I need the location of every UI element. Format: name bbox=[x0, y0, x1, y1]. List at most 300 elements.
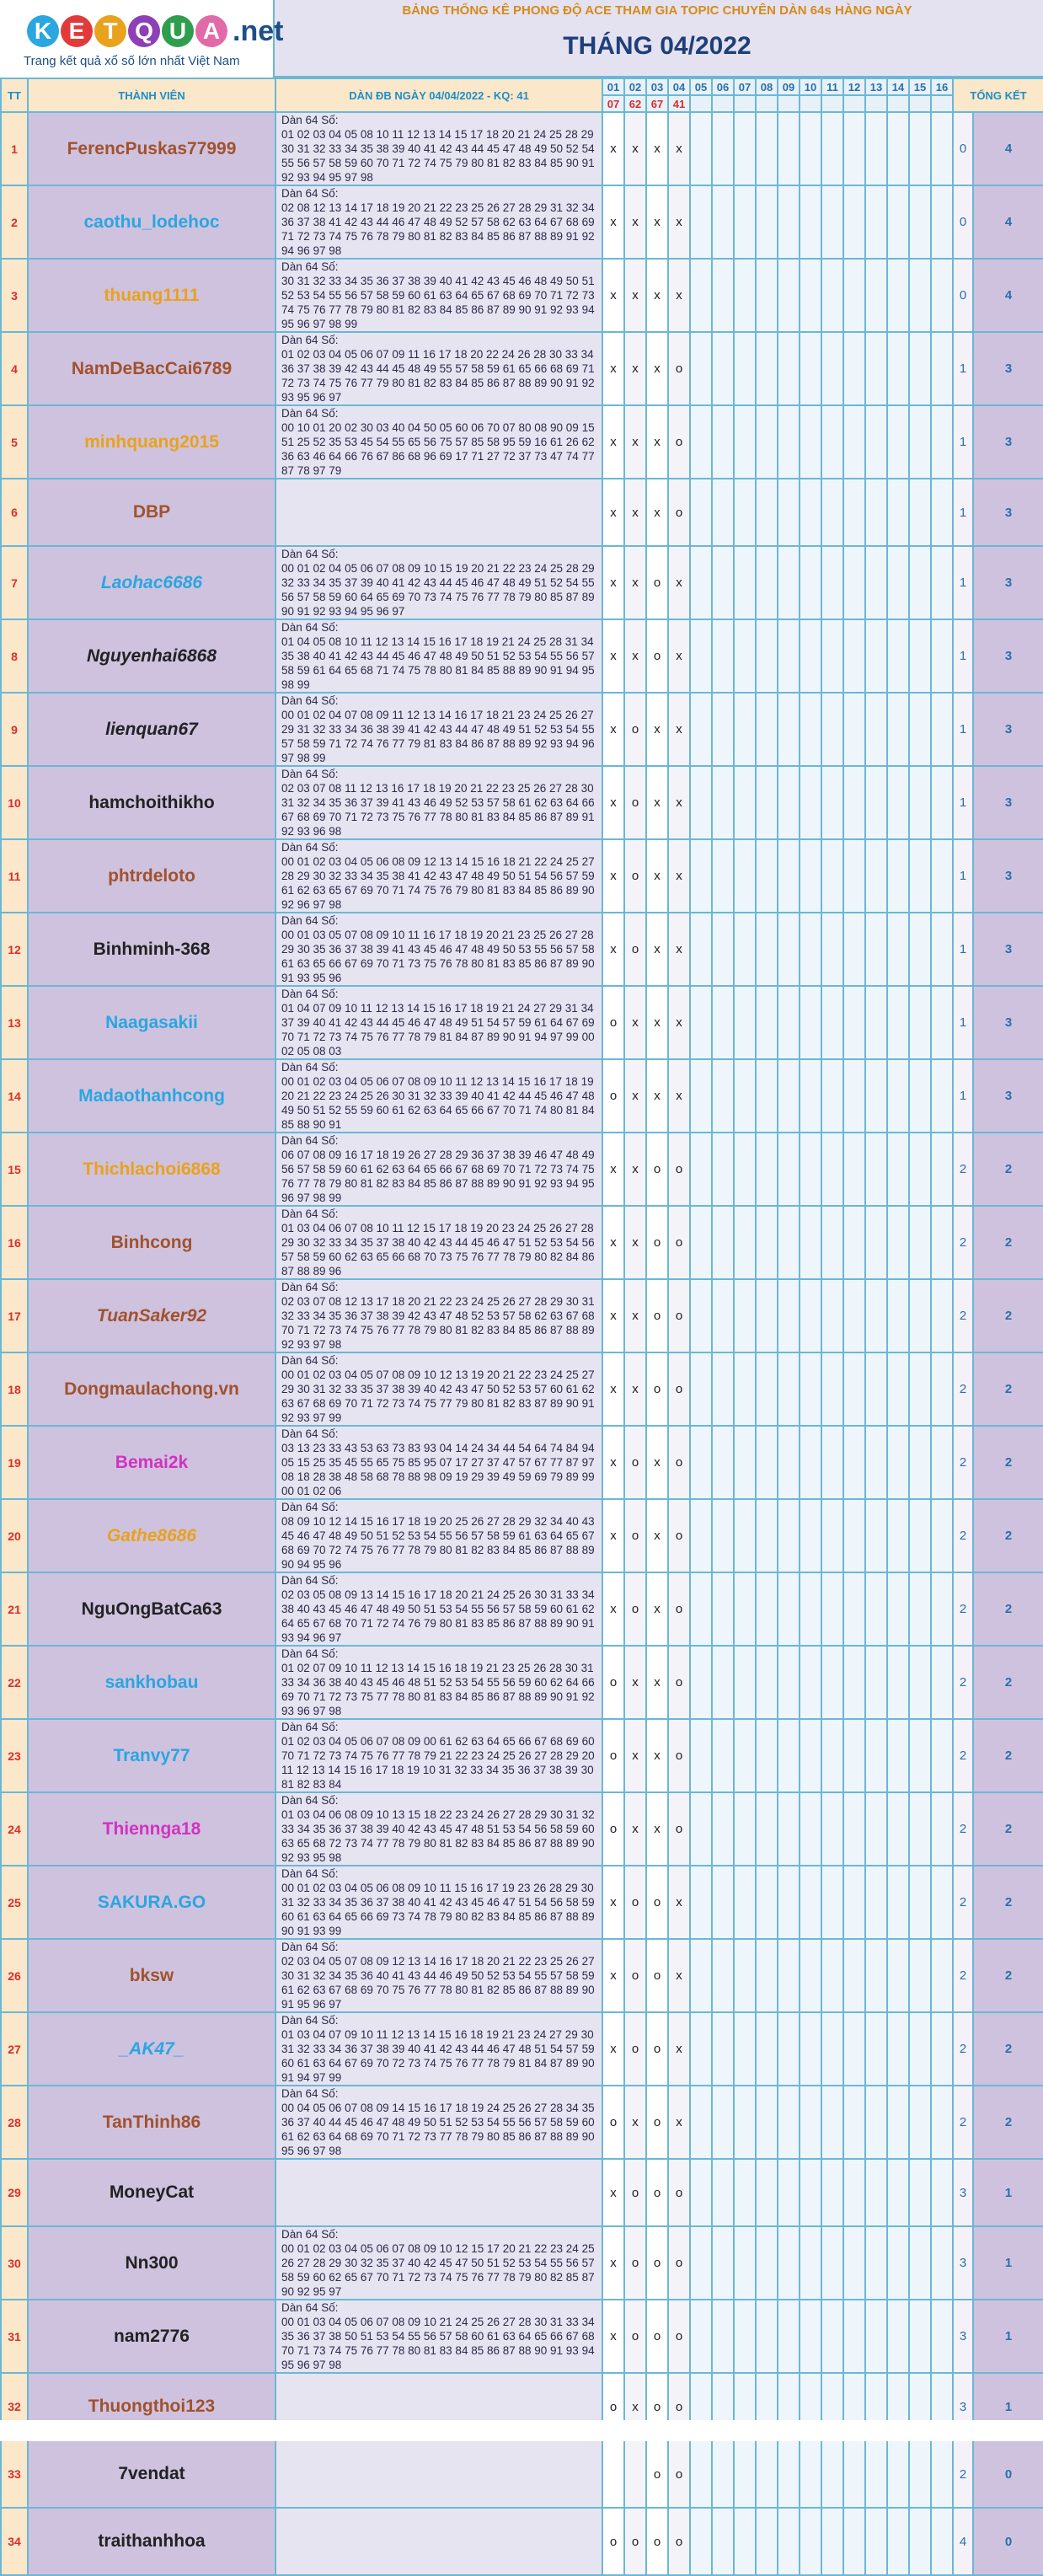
day-mark: x bbox=[624, 259, 646, 332]
day-empty bbox=[909, 332, 931, 405]
result-value: 41 bbox=[668, 95, 690, 112]
row-number: 18 bbox=[1, 1352, 28, 1426]
day-empty bbox=[865, 259, 887, 332]
hit-count: 4 bbox=[973, 185, 1043, 259]
day-empty bbox=[909, 1352, 931, 1426]
day-empty bbox=[778, 1059, 800, 1133]
day-empty bbox=[865, 479, 887, 546]
member-name[interactable]: MoneyCat bbox=[28, 2159, 275, 2226]
day-empty bbox=[909, 766, 931, 839]
day-empty bbox=[843, 1426, 865, 1499]
day-empty bbox=[800, 2086, 821, 2159]
day-empty bbox=[887, 1133, 909, 1206]
miss-count: 3 bbox=[953, 2226, 973, 2300]
day-empty bbox=[734, 2508, 756, 2575]
day-empty bbox=[909, 546, 931, 619]
day-empty bbox=[690, 2300, 712, 2373]
day-empty bbox=[931, 2012, 953, 2086]
day-empty bbox=[887, 2508, 909, 2575]
day-empty bbox=[887, 1719, 909, 1792]
day-mark bbox=[602, 2440, 624, 2508]
day-empty bbox=[909, 1866, 931, 1939]
day-empty bbox=[734, 2012, 756, 2086]
day-mark: o bbox=[624, 1572, 646, 1646]
hit-count: 3 bbox=[973, 839, 1043, 913]
member-name[interactable]: NamDeBacCai6789 bbox=[28, 332, 275, 405]
day-empty bbox=[690, 1792, 712, 1866]
day-empty bbox=[843, 2440, 865, 2508]
member-name[interactable]: TanThinh86 bbox=[28, 2086, 275, 2159]
member-name[interactable]: SAKURA.GO bbox=[28, 1866, 275, 1939]
dan-numbers: Dàn 64 Số: 00 01 02 03 04 05 06 07 08 09 10 12 15 17 20 21 22 23 24 25 26 27 28 29 30 32 35 37 40 42 45 47 50 51 52 53 54 55 56 57 58 59 60 62 65 67 70 71 72 73 74 75 76 77 78 79 80 82 85 87 90 92 95 97 bbox=[275, 2226, 602, 2300]
row-number: 8 bbox=[1, 619, 28, 693]
day-empty bbox=[756, 1133, 778, 1206]
member-name[interactable]: traithanhhoa bbox=[28, 2508, 275, 2575]
day-mark: x bbox=[624, 479, 646, 546]
hit-count: 2 bbox=[973, 1279, 1043, 1352]
day-mark: x bbox=[602, 2300, 624, 2373]
result-empty bbox=[778, 95, 800, 112]
member-name[interactable]: Nn300 bbox=[28, 2226, 275, 2300]
day-empty bbox=[712, 2440, 734, 2508]
day-empty bbox=[821, 1279, 843, 1352]
row-number: 12 bbox=[1, 913, 28, 986]
day-empty bbox=[931, 1866, 953, 1939]
day-empty bbox=[843, 2159, 865, 2226]
day-mark: x bbox=[668, 2012, 690, 2086]
member-name[interactable]: caothu_lodehoc bbox=[28, 185, 275, 259]
day-empty bbox=[690, 2159, 712, 2226]
hit-count: 3 bbox=[973, 1059, 1043, 1133]
day-empty bbox=[821, 2440, 843, 2508]
day-mark: o bbox=[668, 1792, 690, 1866]
miss-count: 2 bbox=[953, 1719, 973, 1792]
day-empty bbox=[712, 1719, 734, 1792]
day-empty bbox=[712, 2300, 734, 2373]
miss-count: 2 bbox=[953, 1939, 973, 2012]
day-empty bbox=[778, 1939, 800, 2012]
day-empty bbox=[800, 1059, 821, 1133]
day-mark: o bbox=[668, 332, 690, 405]
day-empty bbox=[821, 479, 843, 546]
day-empty bbox=[734, 619, 756, 693]
hit-count: 1 bbox=[973, 2300, 1043, 2373]
day-header: 11 bbox=[821, 78, 843, 95]
member-row bbox=[1, 2086, 1043, 2159]
member-row bbox=[1, 1426, 1043, 1499]
day-mark: o bbox=[646, 2440, 668, 2508]
day-empty bbox=[734, 1499, 756, 1572]
member-name[interactable]: DBP bbox=[28, 479, 275, 546]
day-empty bbox=[734, 405, 756, 479]
day-empty bbox=[690, 1646, 712, 1719]
member-name[interactable]: hamchoithikho bbox=[28, 766, 275, 839]
day-empty bbox=[712, 693, 734, 766]
miss-count: 1 bbox=[953, 913, 973, 986]
member-name[interactable]: nam2776 bbox=[28, 2300, 275, 2373]
day-mark: x bbox=[602, 1426, 624, 1499]
day-empty bbox=[712, 1939, 734, 2012]
day-mark: o bbox=[668, 2508, 690, 2575]
member-name[interactable]: NguOngBatCa63 bbox=[28, 1572, 275, 1646]
hit-count: 0 bbox=[973, 2508, 1043, 2575]
row-number: 6 bbox=[1, 479, 28, 546]
member-name[interactable]: sankhobau bbox=[28, 1646, 275, 1719]
day-empty bbox=[778, 112, 800, 185]
dan-numbers: Dàn 64 Số: 01 02 03 04 05 06 07 08 09 00 61 62 63 64 65 66 67 68 69 60 70 71 72 73 74 75 76 77 78 79 21 22 23 24 25 26 27 28 29 20 11 12 13 14 15 16 17 18 19 10 31 32 33 34 35 36 37 38 39 30 81 82 83 84 bbox=[275, 1719, 602, 1792]
member-name[interactable]: Madaothanhcong bbox=[28, 1059, 275, 1133]
day-mark: o bbox=[668, 2300, 690, 2373]
dan-numbers bbox=[275, 2508, 602, 2575]
day-empty bbox=[865, 766, 887, 839]
day-mark: o bbox=[624, 1866, 646, 1939]
member-name[interactable]: TuanSaker92 bbox=[28, 1279, 275, 1352]
day-empty bbox=[865, 1352, 887, 1426]
day-mark: x bbox=[624, 1133, 646, 1206]
day-empty bbox=[821, 1646, 843, 1719]
day-empty bbox=[690, 405, 712, 479]
member-name[interactable]: lienquan67 bbox=[28, 693, 275, 766]
result-empty bbox=[690, 95, 712, 112]
day-empty bbox=[778, 1426, 800, 1499]
day-mark: x bbox=[624, 2373, 646, 2440]
day-empty bbox=[778, 479, 800, 546]
day-empty bbox=[843, 1499, 865, 1572]
day-empty bbox=[800, 1206, 821, 1279]
day-empty bbox=[821, 2159, 843, 2226]
day-empty bbox=[843, 2086, 865, 2159]
day-mark: x bbox=[624, 1719, 646, 1792]
day-empty bbox=[800, 1352, 821, 1426]
day-empty bbox=[887, 913, 909, 986]
day-empty bbox=[931, 839, 953, 913]
day-mark: o bbox=[646, 1352, 668, 1426]
miss-count: 2 bbox=[953, 1499, 973, 1572]
member-name[interactable]: bksw bbox=[28, 1939, 275, 2012]
dan-numbers: Dàn 64 Số: 30 31 32 33 34 35 36 37 38 39 40 41 42 43 45 46 48 49 50 51 52 53 54 55 56 57 58 59 60 61 63 64 65 67 68 69 70 71 72 73 74 75 76 77 78 79 80 81 82 83 84 85 86 87 89 90 91 92 93 94 95 96 97 98 99 bbox=[275, 259, 602, 332]
dan-numbers: Dàn 64 Số: 00 01 03 04 05 06 07 08 09 10 21 24 25 26 27 28 30 31 33 34 35 36 37 38 50 51 53 54 55 56 57 58 60 61 63 64 65 66 67 68 70 71 73 74 75 76 77 78 80 81 83 84 85 86 87 88 90 91 93 94 95 96 97 98 bbox=[275, 2300, 602, 2373]
day-mark: x bbox=[602, 2226, 624, 2300]
member-name[interactable]: Binhcong bbox=[28, 1206, 275, 1279]
member-name[interactable]: Thiennga18 bbox=[28, 1792, 275, 1866]
day-empty bbox=[734, 479, 756, 546]
day-mark: x bbox=[646, 693, 668, 766]
day-empty bbox=[909, 2440, 931, 2508]
day-empty bbox=[756, 2226, 778, 2300]
day-empty bbox=[909, 1279, 931, 1352]
day-empty bbox=[887, 1572, 909, 1646]
day-empty bbox=[865, 1646, 887, 1719]
member-name[interactable]: 7vendat bbox=[28, 2440, 275, 2508]
day-empty bbox=[734, 1206, 756, 1279]
dan-numbers: Dàn 64 Số: 02 03 04 05 07 08 09 12 13 14 16 17 18 20 21 22 23 25 26 27 30 31 32 34 35 36 40 41 43 44 46 49 50 52 53 54 55 57 58 59 61 62 63 67 68 69 70 75 76 77 78 80 81 82 85 86 87 88 89 90 91 95 96 97 bbox=[275, 1939, 602, 2012]
logo-letter: A bbox=[195, 15, 227, 47]
day-empty bbox=[800, 546, 821, 619]
hit-count: 4 bbox=[973, 259, 1043, 332]
day-empty bbox=[887, 2226, 909, 2300]
day-mark bbox=[624, 2440, 646, 2508]
day-empty bbox=[800, 1792, 821, 1866]
header bbox=[0, 0, 1043, 78]
day-mark: o bbox=[668, 1352, 690, 1426]
day-empty bbox=[843, 479, 865, 546]
member-name[interactable]: Dongmaulachong.vn bbox=[28, 1352, 275, 1426]
row-number: 16 bbox=[1, 1206, 28, 1279]
day-empty bbox=[821, 332, 843, 405]
day-empty bbox=[756, 1719, 778, 1792]
member-name[interactable]: Bemai2k bbox=[28, 1426, 275, 1499]
day-empty bbox=[690, 185, 712, 259]
day-empty bbox=[887, 1792, 909, 1866]
member-row bbox=[1, 1939, 1043, 2012]
day-empty bbox=[800, 1939, 821, 2012]
dan-numbers: Dàn 64 Số: 01 03 04 06 08 09 10 13 15 18 22 23 24 26 27 28 29 30 31 32 33 34 35 36 37 38 39 40 42 43 45 47 48 51 53 54 56 58 59 60 63 65 68 72 73 74 77 78 79 80 81 82 83 84 85 86 87 88 89 90 92 93 95 98 bbox=[275, 1792, 602, 1866]
logo-letter: E bbox=[61, 15, 93, 47]
day-empty bbox=[778, 332, 800, 405]
day-empty bbox=[843, 619, 865, 693]
day-mark: o bbox=[668, 2159, 690, 2226]
day-mark: x bbox=[602, 693, 624, 766]
day-empty bbox=[887, 259, 909, 332]
day-empty bbox=[887, 839, 909, 913]
day-mark: x bbox=[668, 546, 690, 619]
day-empty bbox=[778, 2440, 800, 2508]
day-empty bbox=[778, 913, 800, 986]
day-mark: x bbox=[668, 259, 690, 332]
day-empty bbox=[909, 2300, 931, 2373]
day-mark: x bbox=[624, 986, 646, 1059]
day-header: 13 bbox=[865, 78, 887, 95]
day-empty bbox=[931, 1646, 953, 1719]
day-mark: o bbox=[668, 1426, 690, 1499]
member-name[interactable]: Laohac6686 bbox=[28, 546, 275, 619]
day-empty bbox=[756, 2440, 778, 2508]
day-empty bbox=[909, 2012, 931, 2086]
member-name[interactable]: minhquang2015 bbox=[28, 405, 275, 479]
day-empty bbox=[909, 1499, 931, 1572]
day-empty bbox=[712, 546, 734, 619]
miss-count: 1 bbox=[953, 546, 973, 619]
day-empty bbox=[712, 1206, 734, 1279]
hit-count: 2 bbox=[973, 1206, 1043, 1279]
member-name[interactable]: Naagasakii bbox=[28, 986, 275, 1059]
member-name[interactable]: Tranvy77 bbox=[28, 1719, 275, 1792]
day-mark: o bbox=[668, 1279, 690, 1352]
day-mark: x bbox=[624, 1279, 646, 1352]
day-empty bbox=[756, 1939, 778, 2012]
day-empty bbox=[909, 2159, 931, 2226]
day-empty bbox=[800, 1499, 821, 1572]
day-empty bbox=[690, 1499, 712, 1572]
result-empty bbox=[756, 95, 778, 112]
hit-count: 2 bbox=[973, 1792, 1043, 1866]
row-number: 27 bbox=[1, 2012, 28, 2086]
member-row bbox=[1, 1279, 1043, 1352]
day-empty bbox=[800, 1133, 821, 1206]
day-empty bbox=[800, 112, 821, 185]
hit-count: 3 bbox=[973, 619, 1043, 693]
day-empty bbox=[821, 913, 843, 986]
day-empty bbox=[712, 913, 734, 986]
day-header: 02 bbox=[624, 78, 646, 95]
day-empty bbox=[931, 1719, 953, 1792]
day-mark: o bbox=[624, 766, 646, 839]
day-mark: x bbox=[646, 766, 668, 839]
day-empty bbox=[931, 1279, 953, 1352]
day-mark: x bbox=[646, 1499, 668, 1572]
day-empty bbox=[690, 479, 712, 546]
day-empty bbox=[800, 2226, 821, 2300]
day-empty bbox=[800, 1279, 821, 1352]
day-mark: x bbox=[646, 405, 668, 479]
day-empty bbox=[756, 2300, 778, 2373]
day-mark: o bbox=[646, 1133, 668, 1206]
day-mark: x bbox=[668, 2086, 690, 2159]
dan-numbers: Dàn 64 Số: 02 03 07 08 12 13 17 18 20 21 22 23 24 25 26 27 28 29 30 31 32 33 34 35 36 37 38 39 42 43 47 48 52 53 57 58 62 63 67 68 70 71 72 73 74 75 76 77 78 79 80 81 82 83 84 85 86 87 88 89 92 93 97 98 bbox=[275, 1279, 602, 1352]
row-number: 7 bbox=[1, 546, 28, 619]
day-empty bbox=[756, 2159, 778, 2226]
day-empty bbox=[778, 546, 800, 619]
member-name[interactable]: Thichlachoi6868 bbox=[28, 1133, 275, 1206]
member-row bbox=[1, 986, 1043, 1059]
col-tt: TT bbox=[1, 78, 28, 112]
day-empty bbox=[690, 546, 712, 619]
day-empty bbox=[778, 693, 800, 766]
day-empty bbox=[931, 2226, 953, 2300]
day-empty bbox=[865, 185, 887, 259]
member-name[interactable]: Gathe8686 bbox=[28, 1499, 275, 1572]
day-empty bbox=[778, 1352, 800, 1426]
day-empty bbox=[712, 2159, 734, 2226]
row-number: 9 bbox=[1, 693, 28, 766]
day-empty bbox=[734, 839, 756, 913]
day-empty bbox=[712, 185, 734, 259]
result-empty bbox=[887, 95, 909, 112]
member-name[interactable]: Binhminh-368 bbox=[28, 913, 275, 986]
day-empty bbox=[734, 2440, 756, 2508]
member-name[interactable]: FerencPuskas77999 bbox=[28, 112, 275, 185]
miss-count: 3 bbox=[953, 2300, 973, 2373]
day-mark: x bbox=[668, 766, 690, 839]
member-name[interactable]: Nguyenhai6868 bbox=[28, 619, 275, 693]
row-number: 15 bbox=[1, 1133, 28, 1206]
member-name[interactable]: Thuongthoi123 bbox=[28, 2373, 275, 2440]
day-empty bbox=[865, 546, 887, 619]
member-name[interactable]: phtrdeloto bbox=[28, 839, 275, 913]
day-empty bbox=[909, 185, 931, 259]
logo-letter: U bbox=[162, 15, 194, 47]
day-mark: o bbox=[646, 2508, 668, 2575]
day-empty bbox=[778, 2159, 800, 2226]
row-number: 22 bbox=[1, 1646, 28, 1719]
day-mark: o bbox=[668, 1572, 690, 1646]
day-empty bbox=[778, 2508, 800, 2575]
day-empty bbox=[887, 185, 909, 259]
day-empty bbox=[821, 1499, 843, 1572]
day-empty bbox=[734, 1646, 756, 1719]
dan-numbers: Dàn 64 Số: 00 10 01 20 02 30 03 40 04 50 05 60 06 70 07 80 08 90 09 15 51 25 52 35 53 45 54 55 65 56 75 57 85 58 95 59 16 61 26 62 36 63 46 64 66 76 67 86 68 96 69 17 71 27 72 37 73 47 74 77 87 78 97 79 bbox=[275, 405, 602, 479]
day-empty bbox=[778, 185, 800, 259]
day-mark: o bbox=[602, 986, 624, 1059]
day-empty bbox=[734, 546, 756, 619]
day-empty bbox=[931, 2159, 953, 2226]
day-mark: x bbox=[602, 1133, 624, 1206]
day-empty bbox=[734, 2086, 756, 2159]
member-row bbox=[1, 2440, 1043, 2508]
day-mark: o bbox=[668, 479, 690, 546]
day-empty bbox=[931, 986, 953, 1059]
day-empty bbox=[712, 1499, 734, 1572]
day-empty bbox=[909, 405, 931, 479]
day-empty bbox=[778, 619, 800, 693]
day-mark: o bbox=[624, 2508, 646, 2575]
member-row bbox=[1, 479, 1043, 546]
logo-letter: Q bbox=[128, 15, 160, 47]
day-empty bbox=[734, 1719, 756, 1792]
day-empty bbox=[865, 2300, 887, 2373]
day-empty bbox=[887, 2300, 909, 2373]
day-empty bbox=[909, 112, 931, 185]
day-empty bbox=[931, 2300, 953, 2373]
member-row bbox=[1, 2012, 1043, 2086]
day-empty bbox=[800, 1646, 821, 1719]
day-empty bbox=[931, 1206, 953, 1279]
miss-count: 2 bbox=[953, 1426, 973, 1499]
day-mark: x bbox=[624, 619, 646, 693]
day-empty bbox=[931, 259, 953, 332]
day-empty bbox=[690, 766, 712, 839]
member-name[interactable]: thuang1111 bbox=[28, 259, 275, 332]
day-empty bbox=[909, 1792, 931, 1866]
day-empty bbox=[778, 2226, 800, 2300]
logo-tagline: Trang kết quả xổ số lớn nhất Việt Nam bbox=[24, 54, 240, 68]
miss-count: 2 bbox=[953, 2086, 973, 2159]
day-empty bbox=[865, 1499, 887, 1572]
day-empty bbox=[734, 1133, 756, 1206]
day-empty bbox=[821, 1426, 843, 1499]
day-empty bbox=[778, 1499, 800, 1572]
day-empty bbox=[821, 2508, 843, 2575]
hit-count: 1 bbox=[973, 2159, 1043, 2226]
miss-count: 1 bbox=[953, 1059, 973, 1133]
day-mark: x bbox=[602, 1572, 624, 1646]
day-mark: x bbox=[646, 1059, 668, 1133]
day-empty bbox=[756, 2508, 778, 2575]
day-empty bbox=[712, 1426, 734, 1499]
day-empty bbox=[909, 1206, 931, 1279]
day-mark: o bbox=[602, 2508, 624, 2575]
miss-count: 2 bbox=[953, 1866, 973, 1939]
row-number: 28 bbox=[1, 2086, 28, 2159]
day-mark: o bbox=[624, 693, 646, 766]
member-name[interactable]: _AK47_ bbox=[28, 2012, 275, 2086]
miss-count: 2 bbox=[953, 1792, 973, 1866]
day-empty bbox=[821, 1792, 843, 1866]
col-member: THÀNH VIÊN bbox=[28, 78, 275, 112]
ketqua-logo[interactable] bbox=[0, 0, 284, 78]
dan-numbers: Dàn 64 Số: 00 01 02 03 04 05 06 08 09 12 13 14 15 16 18 21 22 24 25 27 28 29 30 32 33 34 35 38 41 42 43 47 48 49 50 51 54 56 57 59 61 62 63 65 67 69 70 71 74 75 76 79 80 81 83 84 85 86 89 90 92 96 97 98 bbox=[275, 839, 602, 913]
day-empty bbox=[800, 1572, 821, 1646]
day-empty bbox=[690, 2508, 712, 2575]
day-mark: x bbox=[602, 1499, 624, 1572]
day-empty bbox=[865, 1426, 887, 1499]
day-empty bbox=[756, 2086, 778, 2159]
day-header: 03 bbox=[646, 78, 668, 95]
hit-count: 2 bbox=[973, 1572, 1043, 1646]
day-empty bbox=[734, 2300, 756, 2373]
day-mark: x bbox=[646, 259, 668, 332]
row-number: 25 bbox=[1, 1866, 28, 1939]
